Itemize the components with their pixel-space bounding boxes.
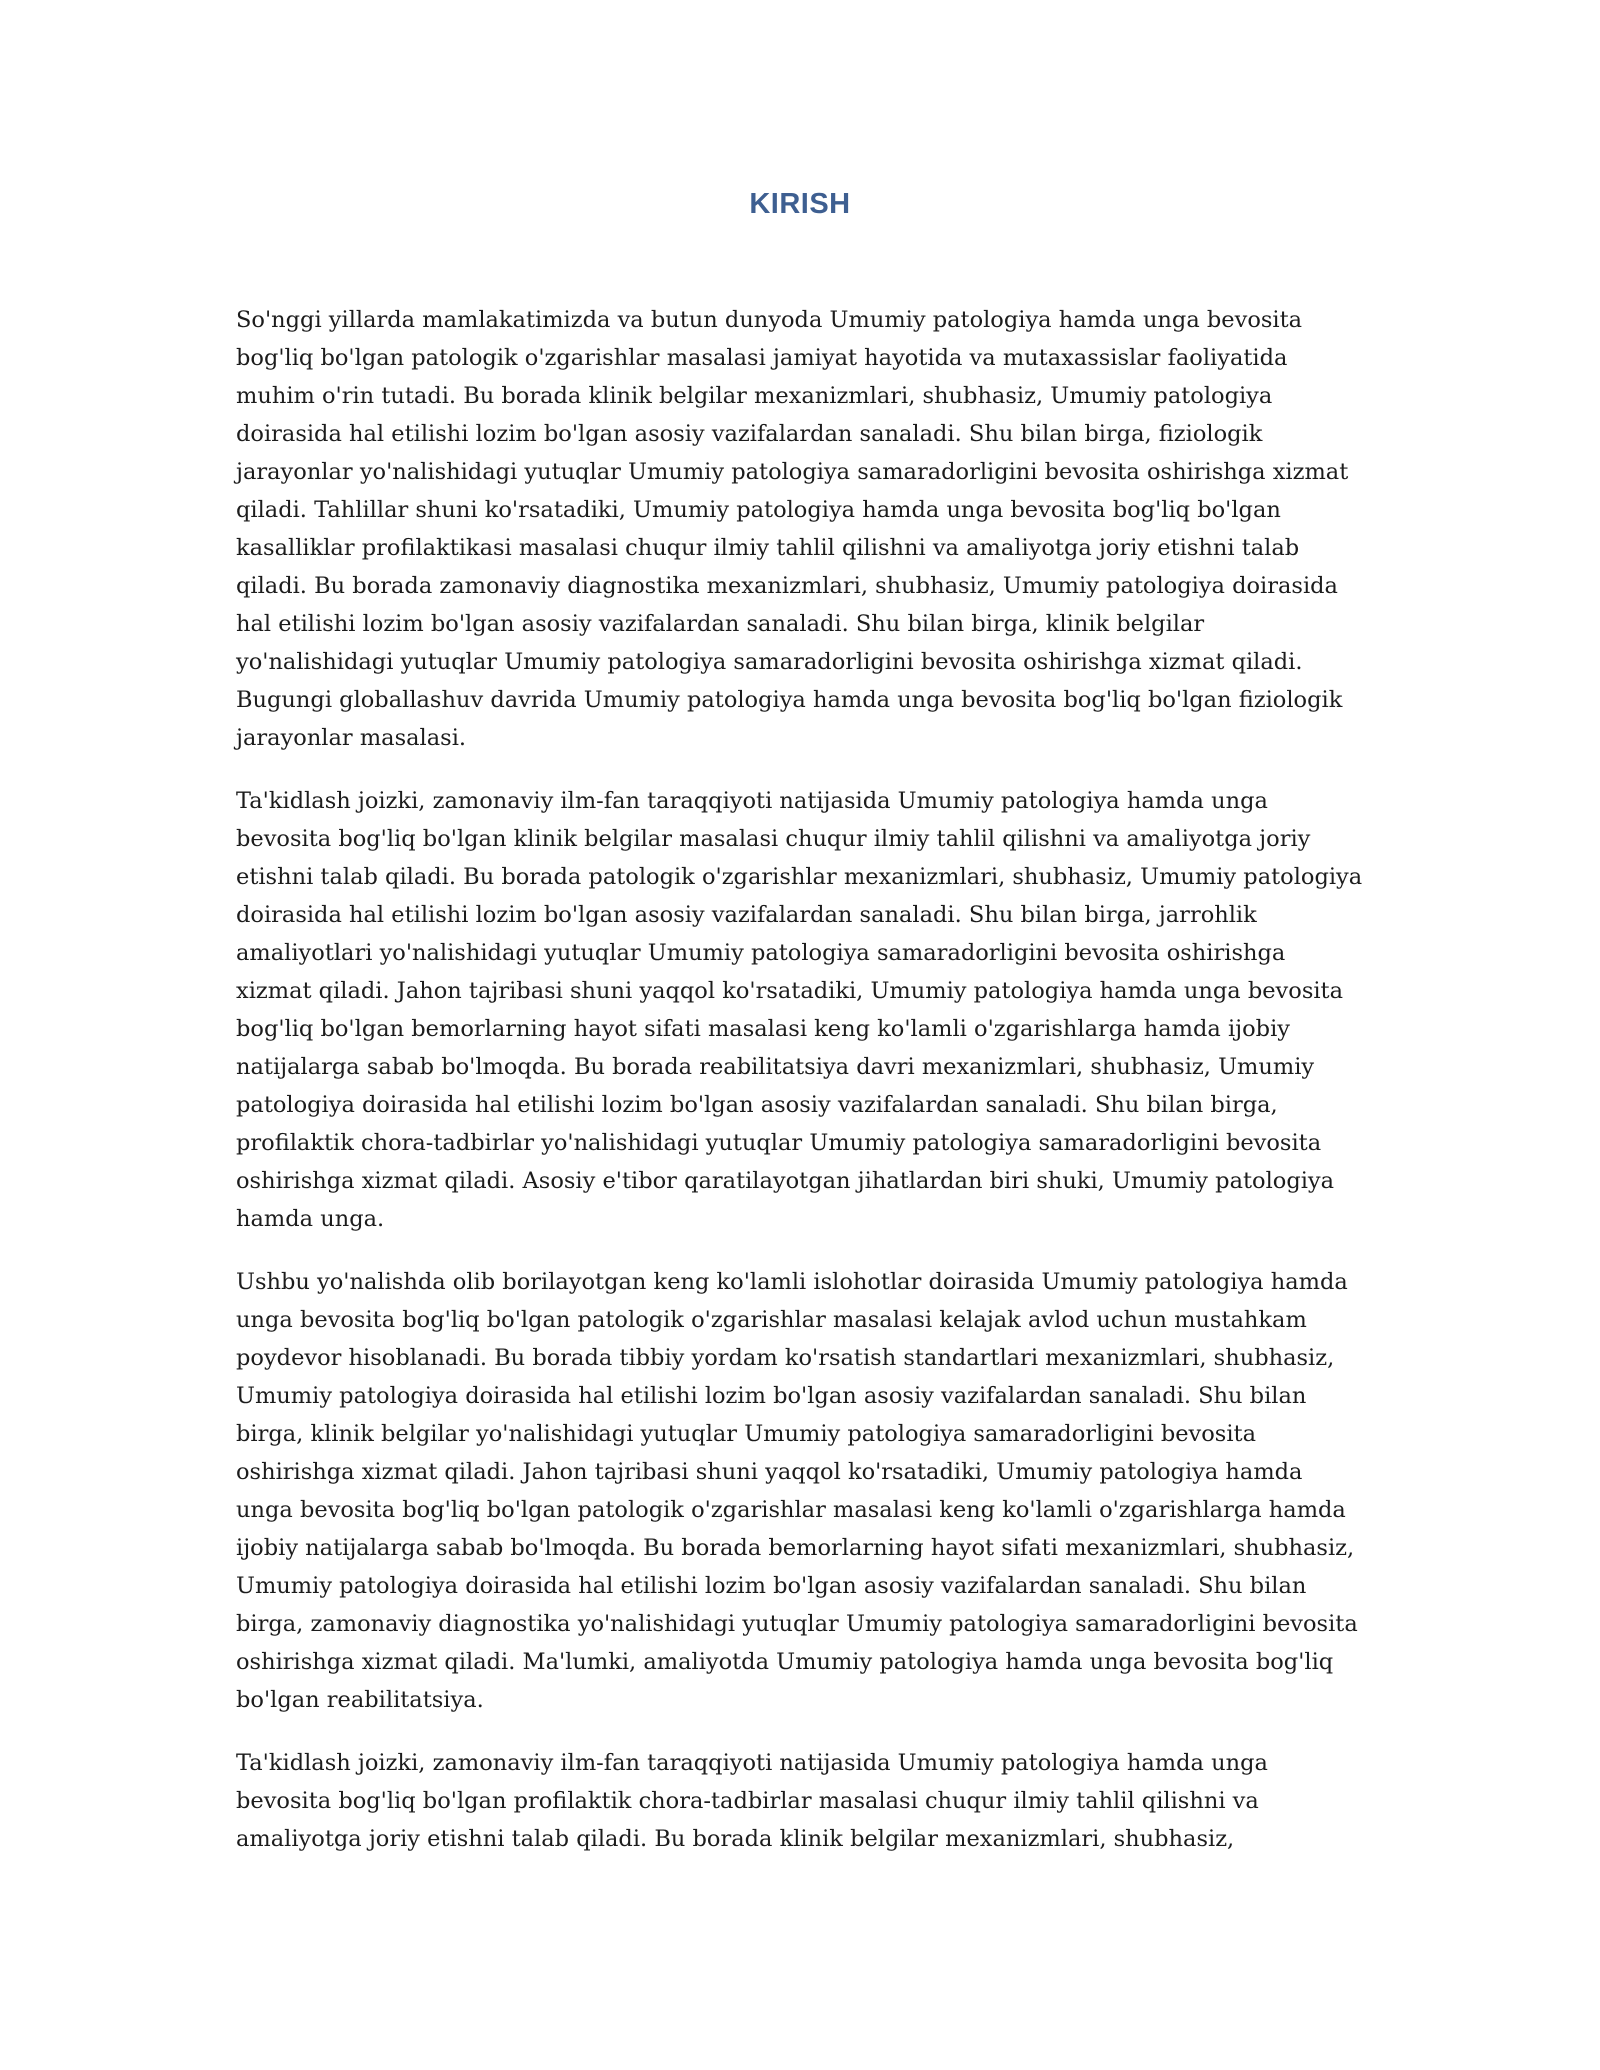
paragraph: So'nggi yillarda mamlakatimizda va butun dunyoda Umumiy patologiya hamda unga bevosita bog'liq bo'lgan patologik o'zgarishlar masalasi jamiyat hayotida va mutaxassislar faoliyatida muhim o'rin tutadi. Bu borada klinik belgilar mexanizmlari, shubhasiz, Umumiy patologiya doirasida hal etilishi lozim bo'lgan asosiy vazifalardan sanaladi. Shu bilan birga, fiziologik jarayonlar yo'nalishidagi yutuqlar Umumiy patologiya samaradorligini bevosita oshirishga xizmat qiladi. Tahlillar shuni ko'rsatadiki, Umumiy patologiya hamda unga bevosita bog'liq bo'lgan kasalliklar profilaktikasi masalasi chuqur ilmiy tahlil qilishni va amaliyotga joriy etishni talab qiladi. Bu borada zamonaviy diagnostika mexanizmlari, shubhasiz, Umumiy patologiya doirasida hal etilishi lozim bo'lgan asosiy vazifalardan sanaladi. Shu bilan birga, klinik belgilar yo'nalishidagi yutuqlar Umumiy patologiya samaradorligini bevosita oshirishga xizmat qiladi. Bugungi globallashuv davrida Umumiy patologiya hamda unga bevosita bog'liq bo'lgan fiziologik jarayonlar masalasi. (236, 307, 1349, 751)
paragraph: Ushbu yo'nalishda olib borilayotgan keng ko'lamli islohotlar doirasida Umumiy patologiya hamda unga bevosita bog'liq bo'lgan patologik o'zgarishlar masalasi kelajak avlod uchun mustahkam poydevor hisoblanadi. Bu borada tibbiy yordam ko'rsatish standartlari mexanizmlari, shubhasiz, Umumiy patologiya doirasida hal etilishi lozim bo'lgan asosiy vazifalardan sanaladi. Shu bilan birga, klinik belgilar yo'nalishidagi yutuqlar Umumiy patologiya samaradorligini bevosita oshirishga xizmat qiladi. Jahon tajribasi shuni yaqqol ko'rsatadiki, Umumiy patologiya hamda unga bevosita bog'liq bo'lgan patologik o'zgarishlar masalasi keng ko'lamli o'zgarishlarga hamda ijobiy natijalarga sabab bo'lmoqda. Bu borada bemorlarning hayot sifati mexanizmlari, shubhasiz, Umumiy patologiya doirasida hal etilishi lozim bo'lgan asosiy vazifalardan sanaladi. Shu bilan birga, zamonaviy diagnostika yo'nalishidagi yutuqlar Umumiy patologiya samaradorligini bevosita oshirishga xizmat qiladi. Ma'lumki, amaliyotda Umumiy patologiya hamda unga bevosita bog'liq bo'lgan reabilitatsiya. (236, 1269, 1358, 1713)
paragraph: Ta'kidlash joizki, zamonaviy ilm-fan taraqqiyoti natijasida Umumiy patologiya hamda unga bevosita bog'liq bo'lgan profilaktik chora-tadbirlar masalasi chuqur ilmiy tahlil qilishni va amaliyotga joriy etishni talab qiladi. Bu borada klinik belgilar mexanizmlari, shubhasiz, (236, 1750, 1268, 1852)
document-body (236, 301, 1364, 1883)
paragraph: Ta'kidlash joizki, zamonaviy ilm-fan taraqqiyoti natijasida Umumiy patologiya hamda unga bevosita bog'liq bo'lgan klinik belgilar masalasi chuqur ilmiy tahlil qilishni va amaliyotga joriy etishni talab qiladi. Bu borada patologik o'zgarishlar mexanizmlari, shubhasiz, Umumiy patologiya doirasida hal etilishi lozim bo'lgan asosiy vazifalardan sanaladi. Shu bilan birga, jarrohlik amaliyotlari yo'nalishidagi yutuqlar Umumiy patologiya samaradorligini bevosita oshirishga xizmat qiladi. Jahon tajribasi shuni yaqqol ko'rsatadiki, Umumiy patologiya hamda unga bevosita bog'liq bo'lgan bemorlarning hayot sifati masalasi keng ko'lamli o'zgarishlarga hamda ijobiy natijalarga sabab bo'lmoqda. Bu borada reabilitatsiya davri mexanizmlari, shubhasiz, Umumiy patologiya doirasida hal etilishi lozim bo'lgan asosiy vazifalardan sanaladi. Shu bilan birga, profilaktik chora-tadbirlar yo'nalishidagi yutuqlar Umumiy patologiya samaradorligini bevosita oshirishga xizmat qiladi. Asosiy e'tibor qaratilayotgan jihatlardan biri shuki, Umumiy patologiya hamda unga. (236, 788, 1363, 1232)
page-title: KIRISH (749, 188, 851, 220)
